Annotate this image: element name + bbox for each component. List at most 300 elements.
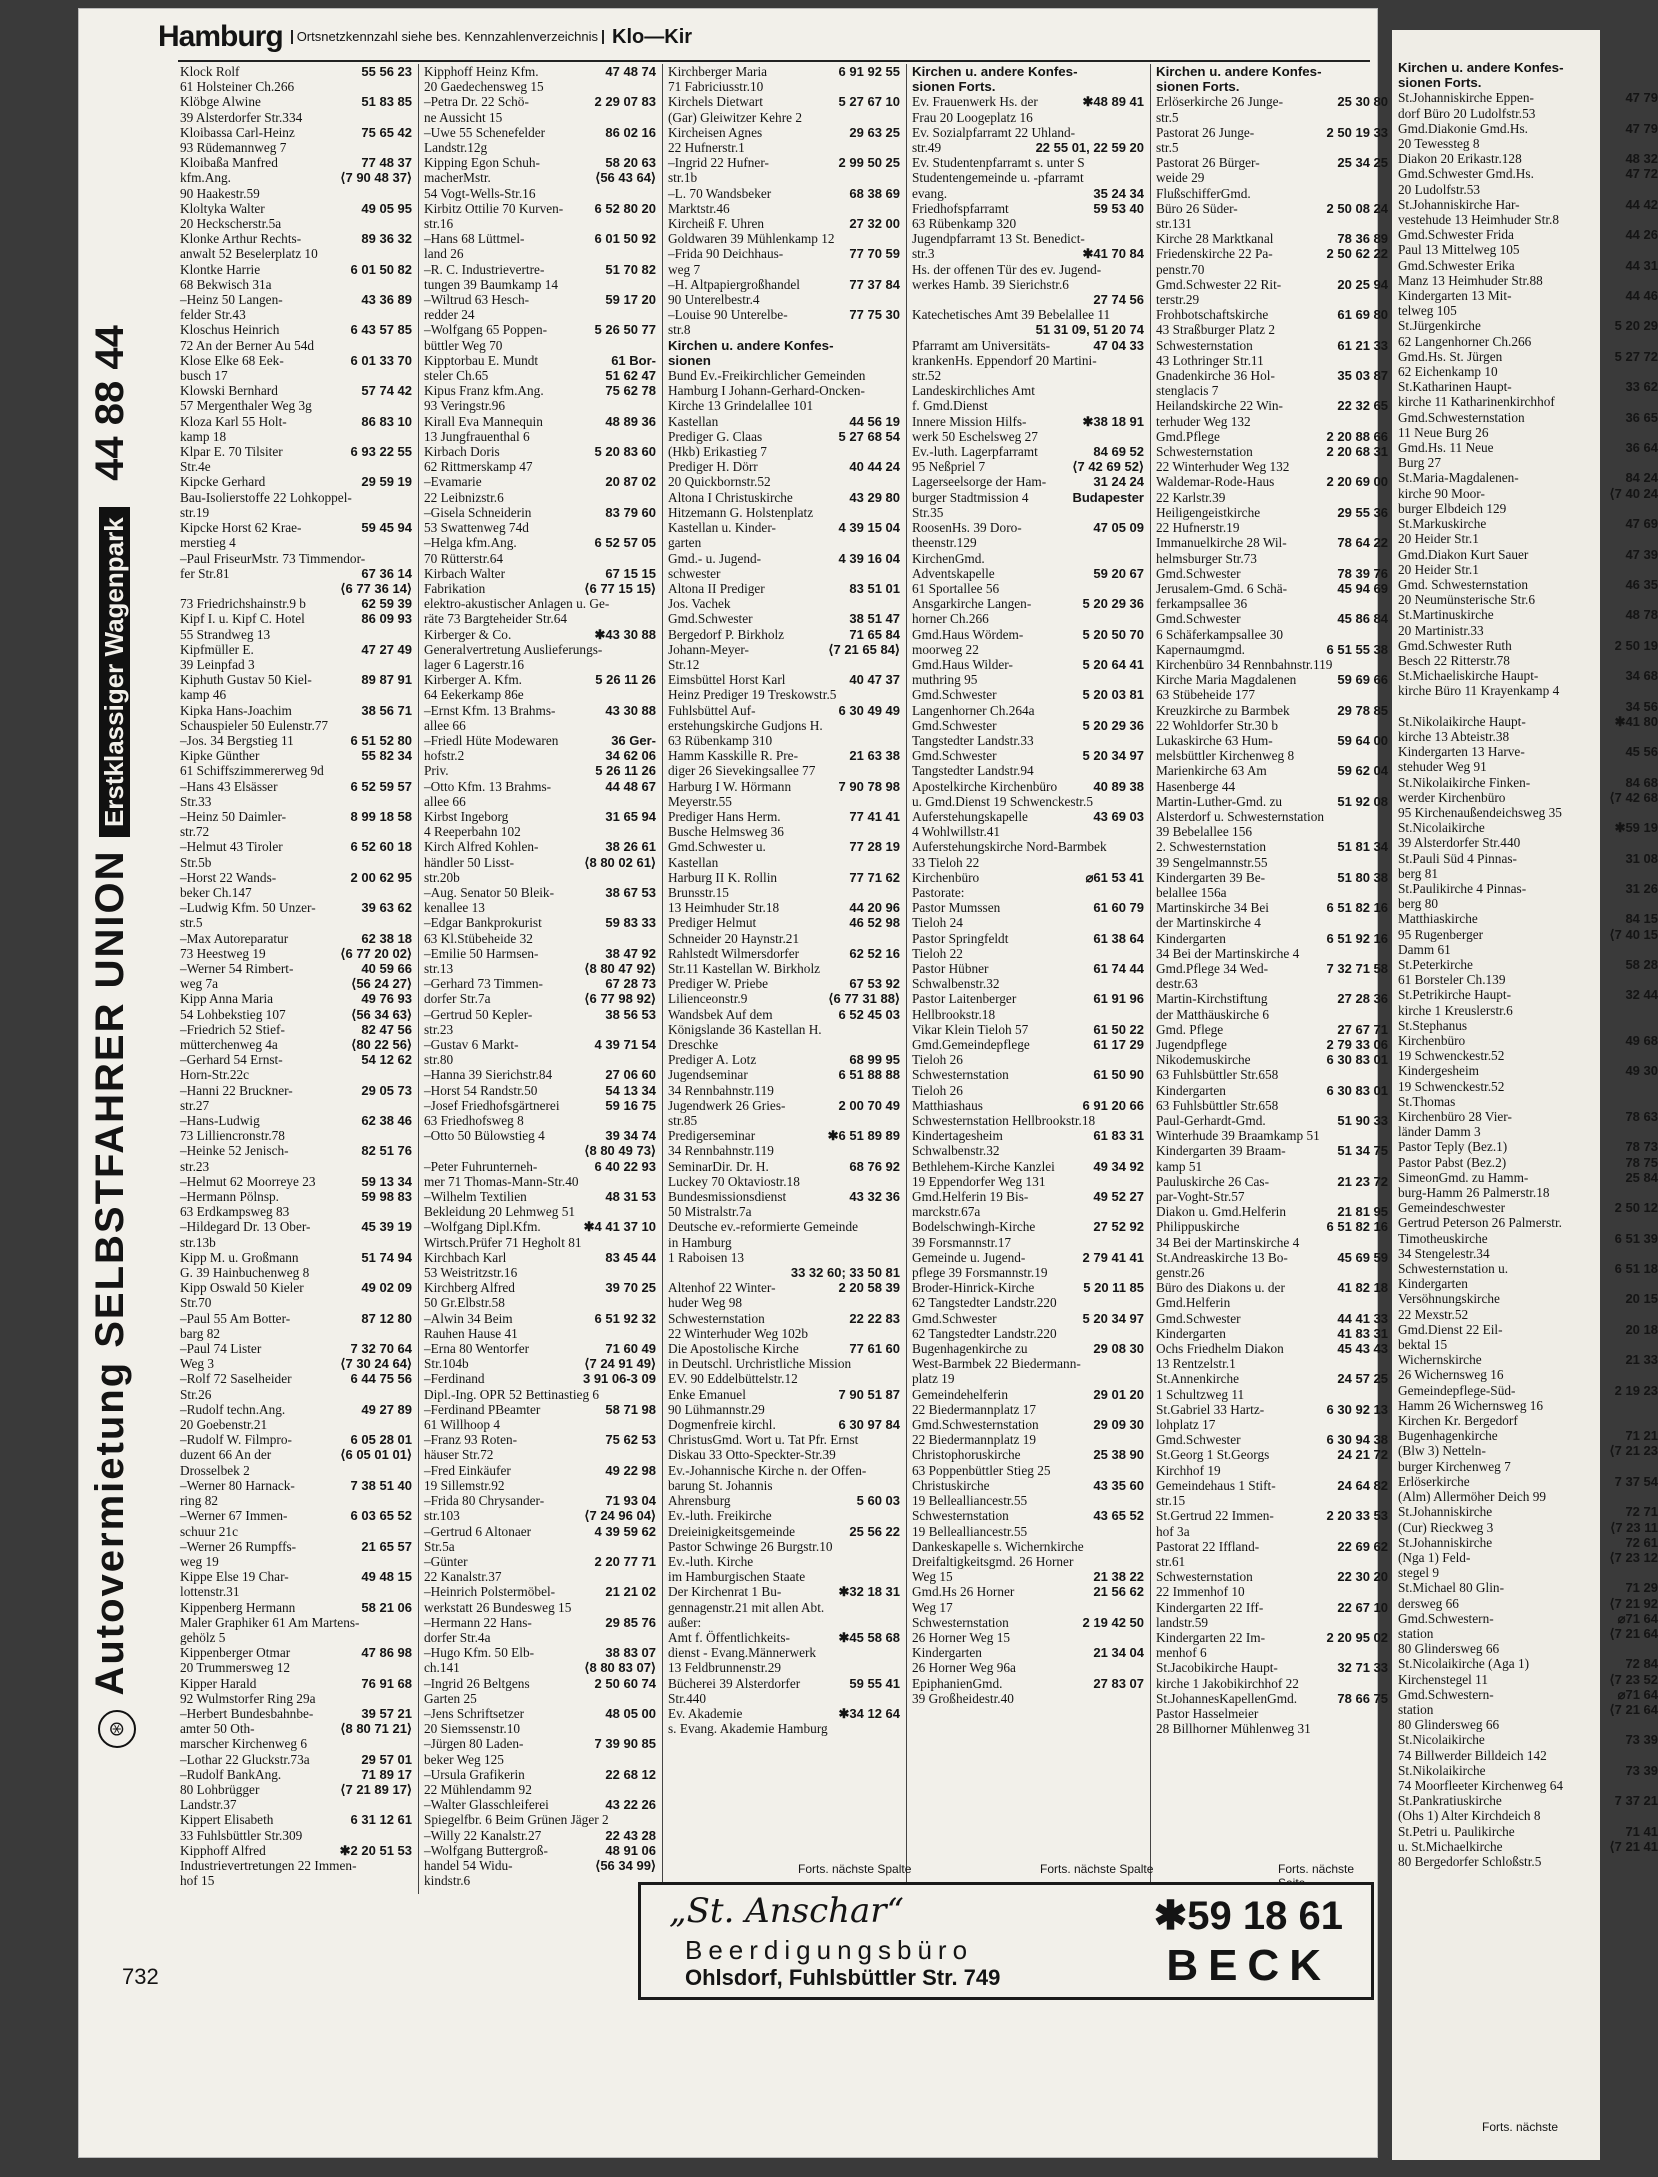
header-note: Ortsnetzkennzahl siehe bes. Kennzahlenverzeichnis	[291, 30, 604, 44]
entry-name: marscher Kirchenweg 6	[180, 1736, 308, 1752]
entry-name: Bethlehem-Kirche Kanzlei	[912, 1158, 1055, 1174]
entry-name: 70 Rütterstr.64	[424, 550, 504, 566]
entry-phone: 59 45 94	[361, 520, 412, 536]
entry-name: 80 Lohbrügger	[180, 1781, 260, 1797]
listing-entry	[424, 429, 656, 444]
entry-phone: 59 13 34	[361, 1173, 412, 1189]
entry-phone: 20 87 02	[605, 474, 656, 490]
entry-phone	[652, 1630, 656, 1645]
entry-phone	[408, 1736, 412, 1751]
listing-entry	[1156, 672, 1388, 687]
entry-phone: 67 53 92	[849, 976, 900, 992]
listing-entry	[180, 1235, 412, 1250]
entry-phone: 51 70 82	[605, 261, 656, 277]
listing-entry	[180, 1676, 412, 1691]
entry-name: str.16	[424, 216, 454, 232]
listing-entry	[180, 520, 412, 535]
listing-entry	[180, 1569, 412, 1584]
listing-entry	[1156, 794, 1388, 809]
entry-name: station	[1398, 1701, 1434, 1717]
listing-entry	[1398, 1489, 1658, 1504]
entry-phone	[652, 277, 656, 292]
listing-entry	[1156, 1098, 1388, 1113]
listing-entry	[180, 1007, 412, 1022]
entry-phone: 6 30 92 13	[1326, 1401, 1388, 1417]
entry-phone	[896, 961, 900, 976]
entry-name: St.Nikolaikirche	[1398, 1762, 1486, 1778]
entry-phone	[1384, 1706, 1388, 1721]
entry-phone	[652, 246, 656, 261]
entry-name: Heinz Prediger 19 Treskowstr.5	[668, 687, 837, 703]
entry-name: sionen Forts.	[1156, 79, 1240, 95]
entry-phone: 6 30 83 01	[1326, 1052, 1388, 1068]
listing-entry	[180, 748, 412, 763]
listing-entry	[1398, 90, 1658, 105]
entry-name: Landstr.37	[180, 1797, 237, 1813]
entry-phone	[408, 1295, 412, 1310]
listing-entry	[1156, 809, 1388, 824]
entry-phone: 48 32	[1625, 151, 1658, 167]
entry-phone: 77 61 60	[849, 1341, 900, 1357]
entry-phone: 34 56	[1625, 698, 1658, 714]
entry-name: Str.4e	[180, 459, 211, 475]
entry-name: St.Jacobikirche Haupt-	[1156, 1660, 1278, 1676]
listing-entry	[668, 1219, 900, 1234]
entry-phone	[896, 1569, 900, 1584]
listing-entry	[912, 642, 1144, 657]
listing-entry	[912, 1204, 1144, 1219]
listing-entry	[912, 1174, 1144, 1189]
entry-phone: 59 64 00	[1337, 732, 1388, 748]
entry-phone: 2 00 70 49	[838, 1097, 900, 1113]
listing-entry	[1156, 1630, 1388, 1645]
entry-phone: ⟨7 23 12	[1609, 1549, 1658, 1565]
entry-phone: 59 20 67	[1093, 565, 1144, 581]
entry-phone	[1384, 1098, 1388, 1113]
entry-name: 13 Heimhuder Str.18	[668, 900, 780, 916]
listing-entry	[1156, 733, 1388, 748]
entry-name: –Wilhelm Textilien	[424, 1189, 527, 1205]
listing-entry	[1398, 790, 1658, 805]
listing-entry	[424, 277, 656, 292]
entry-name: Str.5a	[424, 1538, 455, 1554]
entry-phone: 58 20 63	[605, 155, 656, 171]
entry-phone: 62 38 46	[361, 1113, 412, 1129]
entry-phone: 6 51 88 88	[838, 1067, 900, 1083]
entry-phone: 47 86 98	[361, 1645, 412, 1661]
entry-phone: 73 39	[1625, 1762, 1658, 1778]
listing-entry	[180, 1341, 412, 1356]
listing-entry	[1398, 1459, 1658, 1474]
entry-name: –Uwe 55 Schenefelder	[424, 124, 546, 140]
entry-phone: 71 29	[1625, 1580, 1658, 1596]
entry-phone: 8 99 18 58	[350, 808, 412, 824]
listing-entry	[1156, 170, 1388, 185]
entry-name: Gmd.Schwesternstation	[1398, 409, 1525, 425]
entry-name: 33 Fuhlsbüttler Str.309	[180, 1827, 303, 1843]
entry-phone: 54 12 62	[361, 1052, 412, 1068]
entry-name: St.Gabriel 33 Hartz-	[1156, 1401, 1265, 1417]
listing-entry	[1398, 242, 1658, 257]
entry-name: Gnadenkirche 36 Hol-	[1156, 368, 1275, 384]
entry-phone: 44 41 33	[1337, 1310, 1388, 1326]
listing-entry	[1398, 318, 1658, 333]
listing-entry	[912, 687, 1144, 702]
entry-phone	[408, 1493, 412, 1508]
entry-name: 93 Rüdemannweg 7	[180, 140, 287, 156]
entry-name: Matthiashaus	[912, 1097, 983, 1113]
entry-name: Kindergesheim	[1398, 1063, 1479, 1079]
listing-entry	[180, 596, 412, 611]
entry-name: vestehude 13 Heimhuder Str.8	[1398, 212, 1560, 228]
listing-entry	[180, 1828, 412, 1843]
entry-phone: 24 64 82	[1337, 1477, 1388, 1493]
entry-phone	[1654, 653, 1658, 668]
listing-entry	[180, 855, 412, 870]
entry-name: Schwesternstation	[668, 1310, 765, 1326]
entry-name: 39 Alsterdorfer Str.334	[180, 109, 303, 125]
entry-phone: 21 23 72	[1337, 1173, 1388, 1189]
listing-entry	[912, 277, 1144, 292]
entry-name: Gmd.Schwester	[912, 1310, 997, 1326]
entry-phone	[1140, 733, 1144, 748]
entry-name: 50 Mistralstr.7a	[668, 1204, 752, 1220]
entry-phone: 49 48 15	[361, 1569, 412, 1585]
entry-name: –Ursula Grafikerin	[424, 1766, 525, 1782]
entry-phone	[1140, 1204, 1144, 1219]
entry-name: –Peter Fuhrunterneh-	[424, 1158, 538, 1174]
entry-phone: 22 30 20	[1337, 1569, 1388, 1585]
entry-name: –Jos. 34 Bergstieg 11	[180, 732, 294, 748]
entry-name: –L. 70 Wandsbeker	[668, 185, 772, 201]
entry-phone	[1140, 125, 1144, 140]
entry-name: Gmd.Schwester	[912, 748, 997, 764]
listing-entry	[180, 246, 412, 261]
entry-name: Manz 13 Heimhuder Str.88	[1398, 272, 1543, 288]
listing-entry	[1156, 490, 1388, 505]
listing-entry	[180, 1159, 412, 1174]
entry-name: –Werner 80 Harnack-	[180, 1477, 295, 1493]
entry-name: Vikar Klein Tieloh 57	[912, 1021, 1029, 1037]
entry-phone: 61 60 79	[1093, 900, 1144, 916]
entry-name: 22 Winterhuder Weg 102b	[668, 1325, 809, 1341]
entry-name: Kircheiß F. Uhren	[668, 216, 765, 232]
entry-phone	[1140, 1052, 1144, 1067]
entry-name: 80 Glindersweg 66	[1398, 1641, 1500, 1657]
entry-phone	[652, 824, 656, 839]
entry-phone	[1140, 1432, 1144, 1447]
entry-phone: 6 30 94 38	[1326, 1432, 1388, 1448]
listing-entry	[668, 672, 900, 687]
listing-entry	[1156, 855, 1388, 870]
listing-entry	[1398, 577, 1658, 592]
entry-phone: 27 83 07	[1093, 1675, 1144, 1691]
listing-entry	[912, 611, 1144, 626]
listing-entry	[1156, 1569, 1388, 1584]
listing-entry	[180, 444, 412, 459]
entry-name: u. Gmd.Dienst 19 Schwenckestr.5	[912, 793, 1093, 809]
header-rule	[178, 60, 1370, 62]
entry-phone	[896, 733, 900, 748]
entry-phone: ⟨56 34 63⟩	[351, 1006, 412, 1022]
listing-entry	[912, 1660, 1144, 1675]
listing-entry	[424, 474, 656, 489]
listing-entry	[668, 140, 900, 155]
listing-entry	[912, 779, 1144, 794]
entry-name: 19 Schwenckestr.52	[1398, 1048, 1505, 1064]
listing-entry	[424, 170, 656, 185]
listing-entry	[424, 596, 656, 611]
entry-phone	[896, 1250, 900, 1265]
entry-name: Klontke Harrie	[180, 261, 261, 277]
entry-name: Schwesternstation Hellbrookstr.18	[912, 1113, 1096, 1129]
entry-phone: 51 92 08	[1337, 793, 1388, 809]
listing-entry	[668, 1676, 900, 1691]
entry-phone	[896, 931, 900, 946]
listing-entry	[180, 1083, 412, 1098]
listing-entry	[180, 961, 412, 976]
entry-phone	[1140, 505, 1144, 520]
listing-column-right-page	[1398, 60, 1658, 2120]
entry-phone: 5 27 68 54	[838, 428, 900, 444]
listing-entry	[668, 1524, 900, 1539]
entry-phone	[1140, 307, 1144, 322]
entry-name: 63 Poppenbüttler Stieg 25	[912, 1462, 1051, 1478]
entry-phone: ✱34 12 64	[838, 1705, 900, 1721]
entry-name: 90 Unterelbestr.4	[668, 292, 760, 308]
listing-entry	[1156, 611, 1388, 626]
listing-entry	[1398, 1550, 1658, 1565]
entry-phone: 49 34 92	[1093, 1158, 1144, 1174]
entry-name: Auferstehungskirche Nord-Barmbek	[912, 839, 1107, 855]
entry-name: 43 Straßburger Platz 2	[1156, 322, 1276, 338]
entry-name: –Friedrich 52 Stief-	[180, 1021, 285, 1037]
entry-phone: 43 30 88	[605, 702, 656, 718]
entry-phone	[896, 505, 900, 520]
listing-entry	[180, 1478, 412, 1493]
entry-name: 93 Veringstr.96	[424, 398, 506, 414]
listing-entry	[912, 748, 1144, 763]
listing-entry	[668, 1341, 900, 1356]
listing-entry	[180, 1219, 412, 1234]
listing-entry	[1156, 1341, 1388, 1356]
listing-entry	[1398, 349, 1658, 364]
listing-entry	[180, 1767, 412, 1782]
header-city: Hamburg	[158, 20, 283, 53]
entry-name: –Werner 54 Rimbert-	[180, 960, 294, 976]
listing-entry	[180, 794, 412, 809]
entry-name: platz 19	[912, 1371, 955, 1387]
entry-phone: 47 39	[1625, 546, 1658, 562]
listing-entry	[424, 581, 656, 596]
entry-phone: 34 62 06	[605, 748, 656, 764]
listing-column-4	[912, 64, 1144, 1884]
entry-name: Jugendseminar	[668, 1067, 748, 1083]
entry-phone: 5 26 11 26	[595, 672, 656, 688]
listing-entry	[1156, 687, 1388, 702]
listing-entry	[668, 505, 900, 520]
listing-entry	[1398, 1854, 1658, 1869]
entry-phone: 47 79	[1625, 90, 1658, 106]
entry-phone	[652, 216, 656, 231]
entry-phone	[408, 1204, 412, 1219]
entry-phone: 39 63 62	[361, 900, 412, 916]
listing-entry	[1398, 1307, 1658, 1322]
listing-entry	[180, 1387, 412, 1402]
entry-phone	[1140, 170, 1144, 185]
entry-name: mer 71 Thomas-Mann-Str.40	[424, 1173, 579, 1189]
entry-name: Kippert Elisabeth	[180, 1812, 274, 1828]
page-number: 732	[122, 1964, 159, 1989]
entry-name: Kloza Karl 55 Holt-	[180, 413, 287, 429]
entry-phone	[408, 1828, 412, 1843]
listing-entry	[424, 763, 656, 778]
entry-name: Hamm Kasskille R. Pre-	[668, 748, 798, 764]
entry-name: Hitzemann G. Holstenplatz	[668, 504, 814, 520]
entry-name: St.Georg 1 St.Georgs	[1156, 1447, 1270, 1463]
listing-entry	[912, 353, 1144, 368]
entry-name: str.15	[1156, 1493, 1186, 1509]
entry-name: Str.35	[912, 504, 944, 520]
entry-phone: ⟨8 80 71 21⟩	[340, 1721, 412, 1737]
listing-entry	[180, 900, 412, 915]
entry-name: ferkampsallee 36	[1156, 596, 1248, 612]
entry-phone: ⟨56 43 64⟩	[595, 170, 656, 186]
entry-name: 34 Rennbahnstr.119	[668, 1082, 774, 1098]
entry-phone	[1384, 1554, 1388, 1569]
entry-name: Diakon u. Gmd.Helferin	[1156, 1204, 1286, 1220]
entry-phone: 40 47 37	[849, 672, 900, 688]
listing-entry	[668, 1447, 900, 1462]
entry-name: Gemeindehelferin	[912, 1386, 1008, 1402]
listing-entry	[180, 1128, 412, 1143]
entry-name: 22 Leibnizstr.6	[424, 489, 504, 505]
listing-entry	[912, 900, 1144, 915]
entry-name: Besch 22 Ritterstr.78	[1398, 652, 1510, 668]
entry-phone	[1654, 1307, 1658, 1322]
entry-phone	[408, 1417, 412, 1432]
entry-name: Christuskirche	[912, 1477, 990, 1493]
entry-phone: 41 82 18	[1337, 1280, 1388, 1296]
entry-name: kirche 1 Kreuslerstr.6	[1398, 1002, 1513, 1018]
entry-name: 26 Horner Weg 15	[912, 1629, 1011, 1645]
entry-phone: ⟨56 34 99⟩	[595, 1857, 656, 1873]
listing-entry	[1156, 1615, 1388, 1630]
entry-name: Pastor Teply (Bez.1)	[1398, 1139, 1508, 1155]
entry-phone	[896, 1356, 900, 1371]
listing-entry	[912, 1463, 1144, 1478]
entry-phone	[1384, 627, 1388, 642]
listing-entry	[180, 1356, 412, 1371]
entry-name: Kippenberger Otmar	[180, 1645, 291, 1661]
listing-entry	[424, 520, 656, 535]
entry-phone: 21 63 38	[849, 748, 900, 764]
entry-phone	[1384, 1356, 1388, 1371]
column-divider	[1150, 64, 1151, 1894]
listing-entry	[1156, 931, 1388, 946]
listing-entry	[1156, 79, 1388, 94]
entry-name: 95 Neßpriel 7	[912, 459, 986, 475]
listing-entry	[1156, 140, 1388, 155]
entry-phone	[652, 1600, 656, 1615]
entry-name: dorf Büro 20 Ludolfstr.53	[1398, 105, 1536, 121]
listing-entry	[912, 1250, 1144, 1265]
entry-phone	[652, 338, 656, 353]
entry-phone	[1140, 611, 1144, 626]
entry-phone: 62 52 16	[849, 945, 900, 961]
listing-entry	[668, 201, 900, 216]
entry-phone	[896, 1295, 900, 1310]
entry-name: Kipp Anna Maria	[180, 991, 274, 1007]
listing-entry	[1156, 505, 1388, 520]
entry-phone: 71 60 49	[605, 1341, 656, 1357]
entry-phone	[896, 1645, 900, 1660]
entry-name: Heiligengeistkirche	[1156, 504, 1261, 520]
listing-entry	[180, 490, 412, 505]
entry-name: Dipl.-Ing. OPR 52 Bettinastieg 6	[424, 1386, 600, 1402]
entry-name: werder Kirchenbüro	[1398, 789, 1506, 805]
entry-name: 63 Rübenkamp 320	[912, 216, 1017, 232]
entry-name: –Ferdinand PBeamter	[424, 1401, 541, 1417]
entry-name: Jugendwerk 26 Gries-	[668, 1097, 786, 1113]
entry-name: Tieloh 24	[912, 915, 963, 931]
entry-phone: 6 51 39	[1614, 1230, 1658, 1246]
entry-phone	[1140, 1295, 1144, 1310]
entry-phone	[1140, 1235, 1144, 1250]
entry-phone: 27 52 92	[1093, 1219, 1144, 1235]
listing-entry	[912, 657, 1144, 672]
entry-name: Kipfmüller E.	[180, 641, 254, 657]
entry-phone: 73 39	[1625, 1732, 1658, 1748]
entry-name: Kirchen u. andere Konfes-	[912, 64, 1078, 79]
listing-entry	[668, 110, 900, 125]
listing-entry	[1398, 1672, 1658, 1687]
listing-entry	[1398, 835, 1658, 850]
entry-name: weg 19	[180, 1553, 219, 1569]
entry-phone	[1384, 1067, 1388, 1082]
entry-name: –Helga kfm.Ang.	[424, 535, 517, 551]
listing-entry	[668, 94, 900, 109]
entry-phone	[652, 186, 656, 201]
listing-entry	[912, 64, 1144, 79]
listing-entry	[424, 1387, 656, 1402]
listing-entry	[668, 1356, 900, 1371]
listing-entry	[1156, 353, 1388, 368]
entry-phone	[652, 1569, 656, 1584]
entry-phone	[408, 277, 412, 292]
entry-phone: 51 31 09, 51 20 74	[1035, 322, 1144, 338]
entry-name: terstr.29	[1156, 292, 1200, 308]
listing-entry	[180, 201, 412, 216]
listing-entry	[1156, 885, 1388, 900]
entry-name: Kirche 13 Grindelallee 101	[668, 398, 814, 414]
listing-entry	[1398, 1626, 1658, 1641]
entry-phone	[1140, 1630, 1144, 1645]
entry-name: Ansgarkirche Langen-	[912, 596, 1032, 612]
entry-name: Str.26	[180, 1386, 212, 1402]
listing-entry	[668, 1600, 900, 1615]
listing-entry	[1156, 1660, 1388, 1675]
entry-name: 92 Wulmstorfer Ring 29a	[180, 1690, 316, 1706]
entry-name: helmsburger Str.73	[1156, 550, 1257, 566]
entry-name: Kippenberg Hermann	[180, 1599, 296, 1615]
entry-phone	[1384, 1493, 1388, 1508]
entry-phone	[408, 855, 412, 870]
listing-entry	[1398, 1474, 1658, 1489]
entry-name: evang.	[912, 185, 948, 201]
listing-entry	[1156, 1295, 1388, 1310]
entry-phone: 59 98 83	[361, 1189, 412, 1205]
